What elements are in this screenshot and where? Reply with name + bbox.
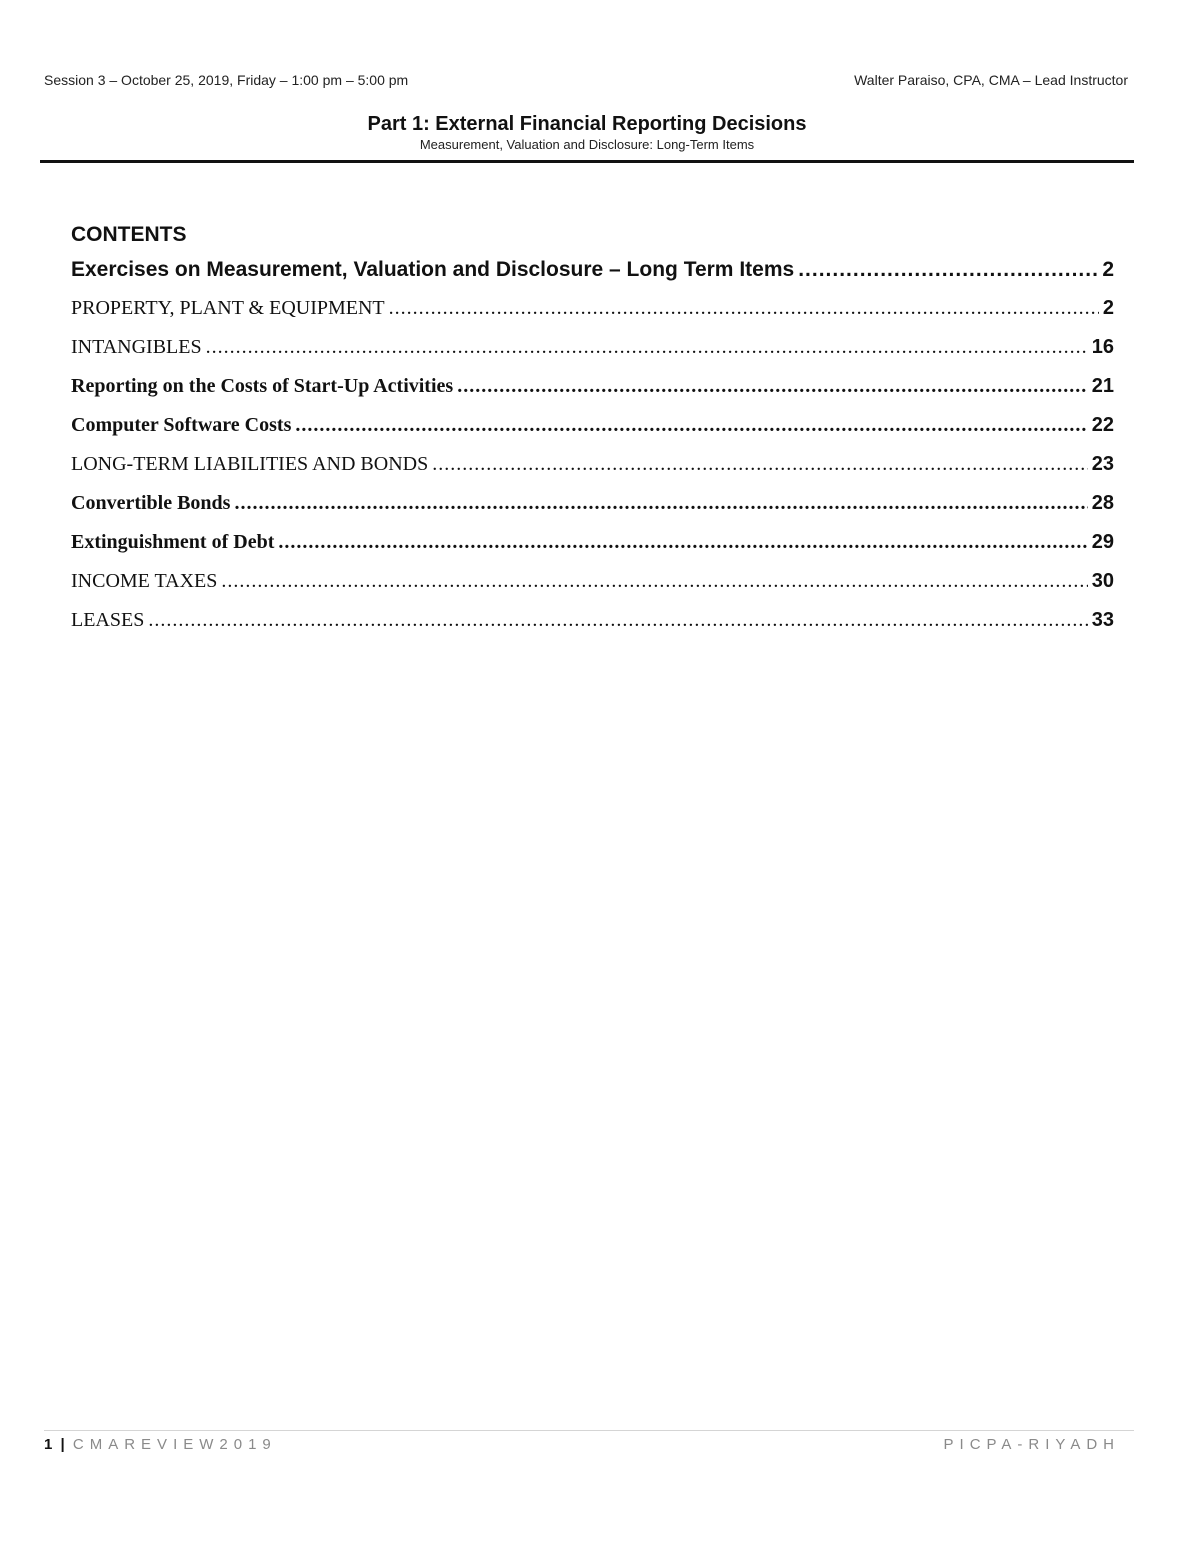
toc-entry[interactable] [71,297,1114,336]
toc-entry-label: Computer Software Costs [71,414,292,436]
toc-leader-dots [798,258,1098,282]
running-header [44,72,1128,88]
toc-entry-label: Exercises on Measurement, Valuation and Disclosure – Long Term Items [71,258,795,281]
toc-entry-page: 28 [1091,492,1114,514]
toc-entry-label: Convertible Bonds [71,492,231,514]
toc-entry[interactable] [71,258,1114,297]
header-divider [40,160,1134,163]
footer-right-tag: PICPA-RIYADH [943,1436,1120,1453]
toc-entry-label: INCOME TAXES [71,570,218,592]
title-block [40,112,1134,154]
toc-leader-dots [295,414,1087,437]
toc-leader-dots [457,375,1088,398]
toc-entry[interactable] [71,336,1114,375]
toc-leader-dots [221,570,1087,593]
page-footer [44,1436,1120,1453]
toc-leader-dots [206,336,1088,359]
toc-heading: CONTENTS [71,223,187,246]
toc-entry-label: LONG-TERM LIABILITIES AND BONDS [71,453,429,475]
toc-entry-page: 29 [1091,531,1114,553]
toc-entry-label: PROPERTY, PLANT & EQUIPMENT [71,297,385,319]
toc-entry-page: 21 [1091,375,1114,397]
toc-entry[interactable] [71,492,1114,531]
toc-entry-page: 30 [1091,570,1114,592]
toc-entry-page: 23 [1091,453,1114,475]
toc-entry[interactable] [71,375,1114,414]
toc-entry[interactable] [71,414,1114,453]
footer-divider [44,1430,1134,1431]
toc-entry-label: INTANGIBLES [71,336,202,358]
document-title: Part 1: External Financial Reporting Decisions [367,113,807,135]
instructor-info: Walter Paraiso, CPA, CMA – Lead Instructor [854,72,1128,88]
footer-separator: | [60,1436,65,1453]
page-number: 1 [44,1436,53,1453]
footer-left [44,1436,277,1453]
toc-entry-label: Extinguishment of Debt [71,531,275,553]
toc-entry-page: 16 [1091,336,1114,358]
table-of-contents [71,220,1114,648]
toc-entry-label: LEASES [71,609,145,631]
toc-entry-page: 2 [1102,258,1114,281]
toc-entry[interactable] [71,531,1114,570]
session-info: Session 3 – October 25, 2019, Friday – 1:00 pm – 5:00 pm [44,72,409,88]
toc-leader-dots [432,453,1088,476]
toc-entry-label: Reporting on the Costs of Start-Up Activities [71,375,454,397]
toc-entry-page: 2 [1102,297,1114,319]
toc-entry[interactable] [71,570,1114,609]
toc-leader-dots [234,492,1087,515]
toc-entry-page: 22 [1091,414,1114,436]
toc-entry[interactable] [71,609,1114,648]
toc-entry-page: 33 [1091,609,1114,631]
document-subtitle: Measurement, Valuation and Disclosure: Long-Term Items [419,137,755,152]
toc-leader-dots [278,531,1087,554]
toc-leader-dots [389,297,1099,320]
footer-left-tag: CMAREVIEW2019 [72,1436,277,1453]
toc-entry[interactable] [71,453,1114,492]
toc-leader-dots [148,609,1087,632]
